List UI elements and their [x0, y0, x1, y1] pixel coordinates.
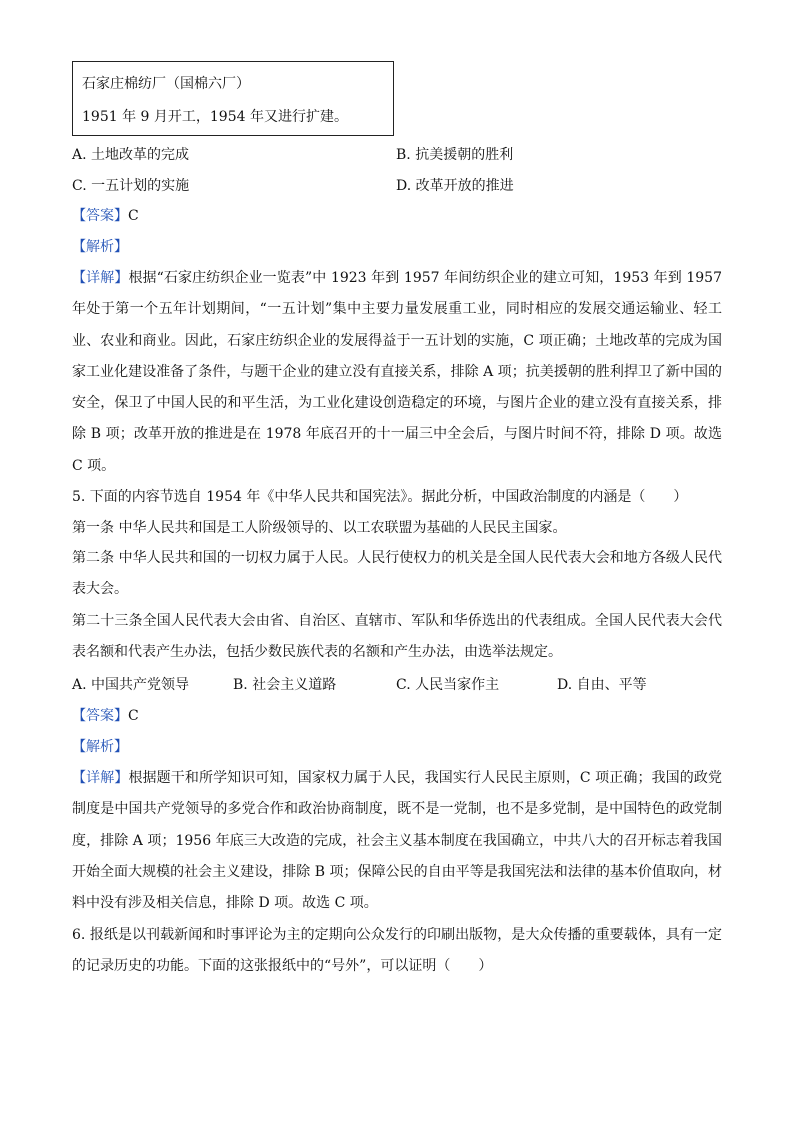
q5-stem: 5. 下面的内容节选自 1954 年《中华人民共和国宪法》。据此分析，中国政治制度的内涵是（ ）: [72, 489, 688, 505]
detail-text: 根据题干和所学知识可知，国家权力属于人民，我国实行人民民主原则，C 项正确；我国的政党制度是中国共产党领导的多党合作和政治协商制度，既不是一党制，也不是多党制，是中国特色的政党制度，排除 A 项；1956 年底三大改造的完成，社会主义基本制度在我国确立，中共八大的召开标志着我国开始全面大规模的社会主义建设，排除 B 项；保障公民的自由平等是我国宪法和法律的基本价值取向，材料中没有涉及相关信息，排除 D 项。故选 C 项。: [72, 770, 722, 912]
q5-option-b: B. 社会主义道路: [233, 677, 337, 693]
q4-analysis-heading: [72, 237, 128, 257]
detail-tag: 【详解】: [72, 770, 129, 786]
q5-answer: [72, 706, 139, 726]
q5-option-a: A. 中国共产党领导: [72, 677, 190, 693]
q4-answer: [72, 206, 139, 226]
answer-tag: 【答案】: [72, 708, 128, 724]
q5-detail: [72, 763, 722, 919]
answer-value: C: [128, 708, 139, 724]
q5-article-2: 第二条 中华人民共和国的一切权力属于人民。人民行使权力的机关是全国人民代表大会和地方各级人民代表大会。: [72, 550, 722, 598]
material-box: [72, 61, 394, 136]
q6-stem: 6. 报纸是以刊载新闻和时事评论为主的定期向公众发行的印刷出版物，是大众传播的重要载体，具有一定的记录历史的功能。下面的这张报纸中的“号外”，可以证明（ ）: [72, 927, 722, 975]
q5-analysis-heading: [72, 737, 128, 757]
answer-value: C: [128, 208, 139, 224]
material-box-text: 1951 年 9 月开工，1954 年又进行扩建。: [82, 109, 348, 125]
q4-detail: [72, 263, 722, 482]
q4-option-d: D. 改革开放的推进: [396, 178, 514, 194]
q4-option-c: C. 一五计划的实施: [72, 178, 190, 194]
analysis-tag: 【解析】: [72, 239, 128, 255]
q5-option-d: D. 自由、平等: [557, 677, 647, 693]
q5-option-c: C. 人民当家作主: [396, 677, 500, 693]
q5-article-1: 第一条 中华人民共和国是工人阶级领导的、以工农联盟为基础的人民民主国家。: [72, 520, 567, 536]
q5-article-23: 第二十三条全国人民代表大会由省、自治区、直辖市、军队和华侨选出的代表组成。全国人民代表大会代表名额和代表产生办法，包括少数民族代表的名额和产生办法，由选举法规定。: [72, 613, 722, 661]
analysis-tag: 【解析】: [72, 739, 128, 755]
q4-option-a: A. 土地改革的完成: [72, 147, 190, 163]
q4-option-b: B. 抗美援朝的胜利: [396, 147, 514, 163]
detail-text: 根据“石家庄纺织企业一览表”中 1923 年到 1957 年间纺织企业的建立可知，1953 年到 1957 年处于第一个五年计划期间，“一五计划”集中主要力量发展重工业，同时相应的发展交通运输业、轻工业、农业和商业。因此，石家庄纺织企业的发展得益于一五计划的实施，C 项正确；土地改革的完成为国家工业化建设准备了条件，与题干企业的建立没有直接关系，排除 A 项；抗美援朝的胜利捍卫了新中国的安全，保卫了中国人民的和平生活，为工业化建设创造稳定的环境，与图片企业的建立没有直接关系，排除 B 项；改革开放的推进是在 1978 年底召开的十一届三中全会后，与图片时间不符，排除 D 项。故选 C 项。: [72, 270, 722, 474]
detail-tag: 【详解】: [72, 270, 129, 286]
material-box-title: 石家庄棉纺厂（国棉六厂）: [82, 76, 250, 92]
answer-tag: 【答案】: [72, 208, 128, 224]
